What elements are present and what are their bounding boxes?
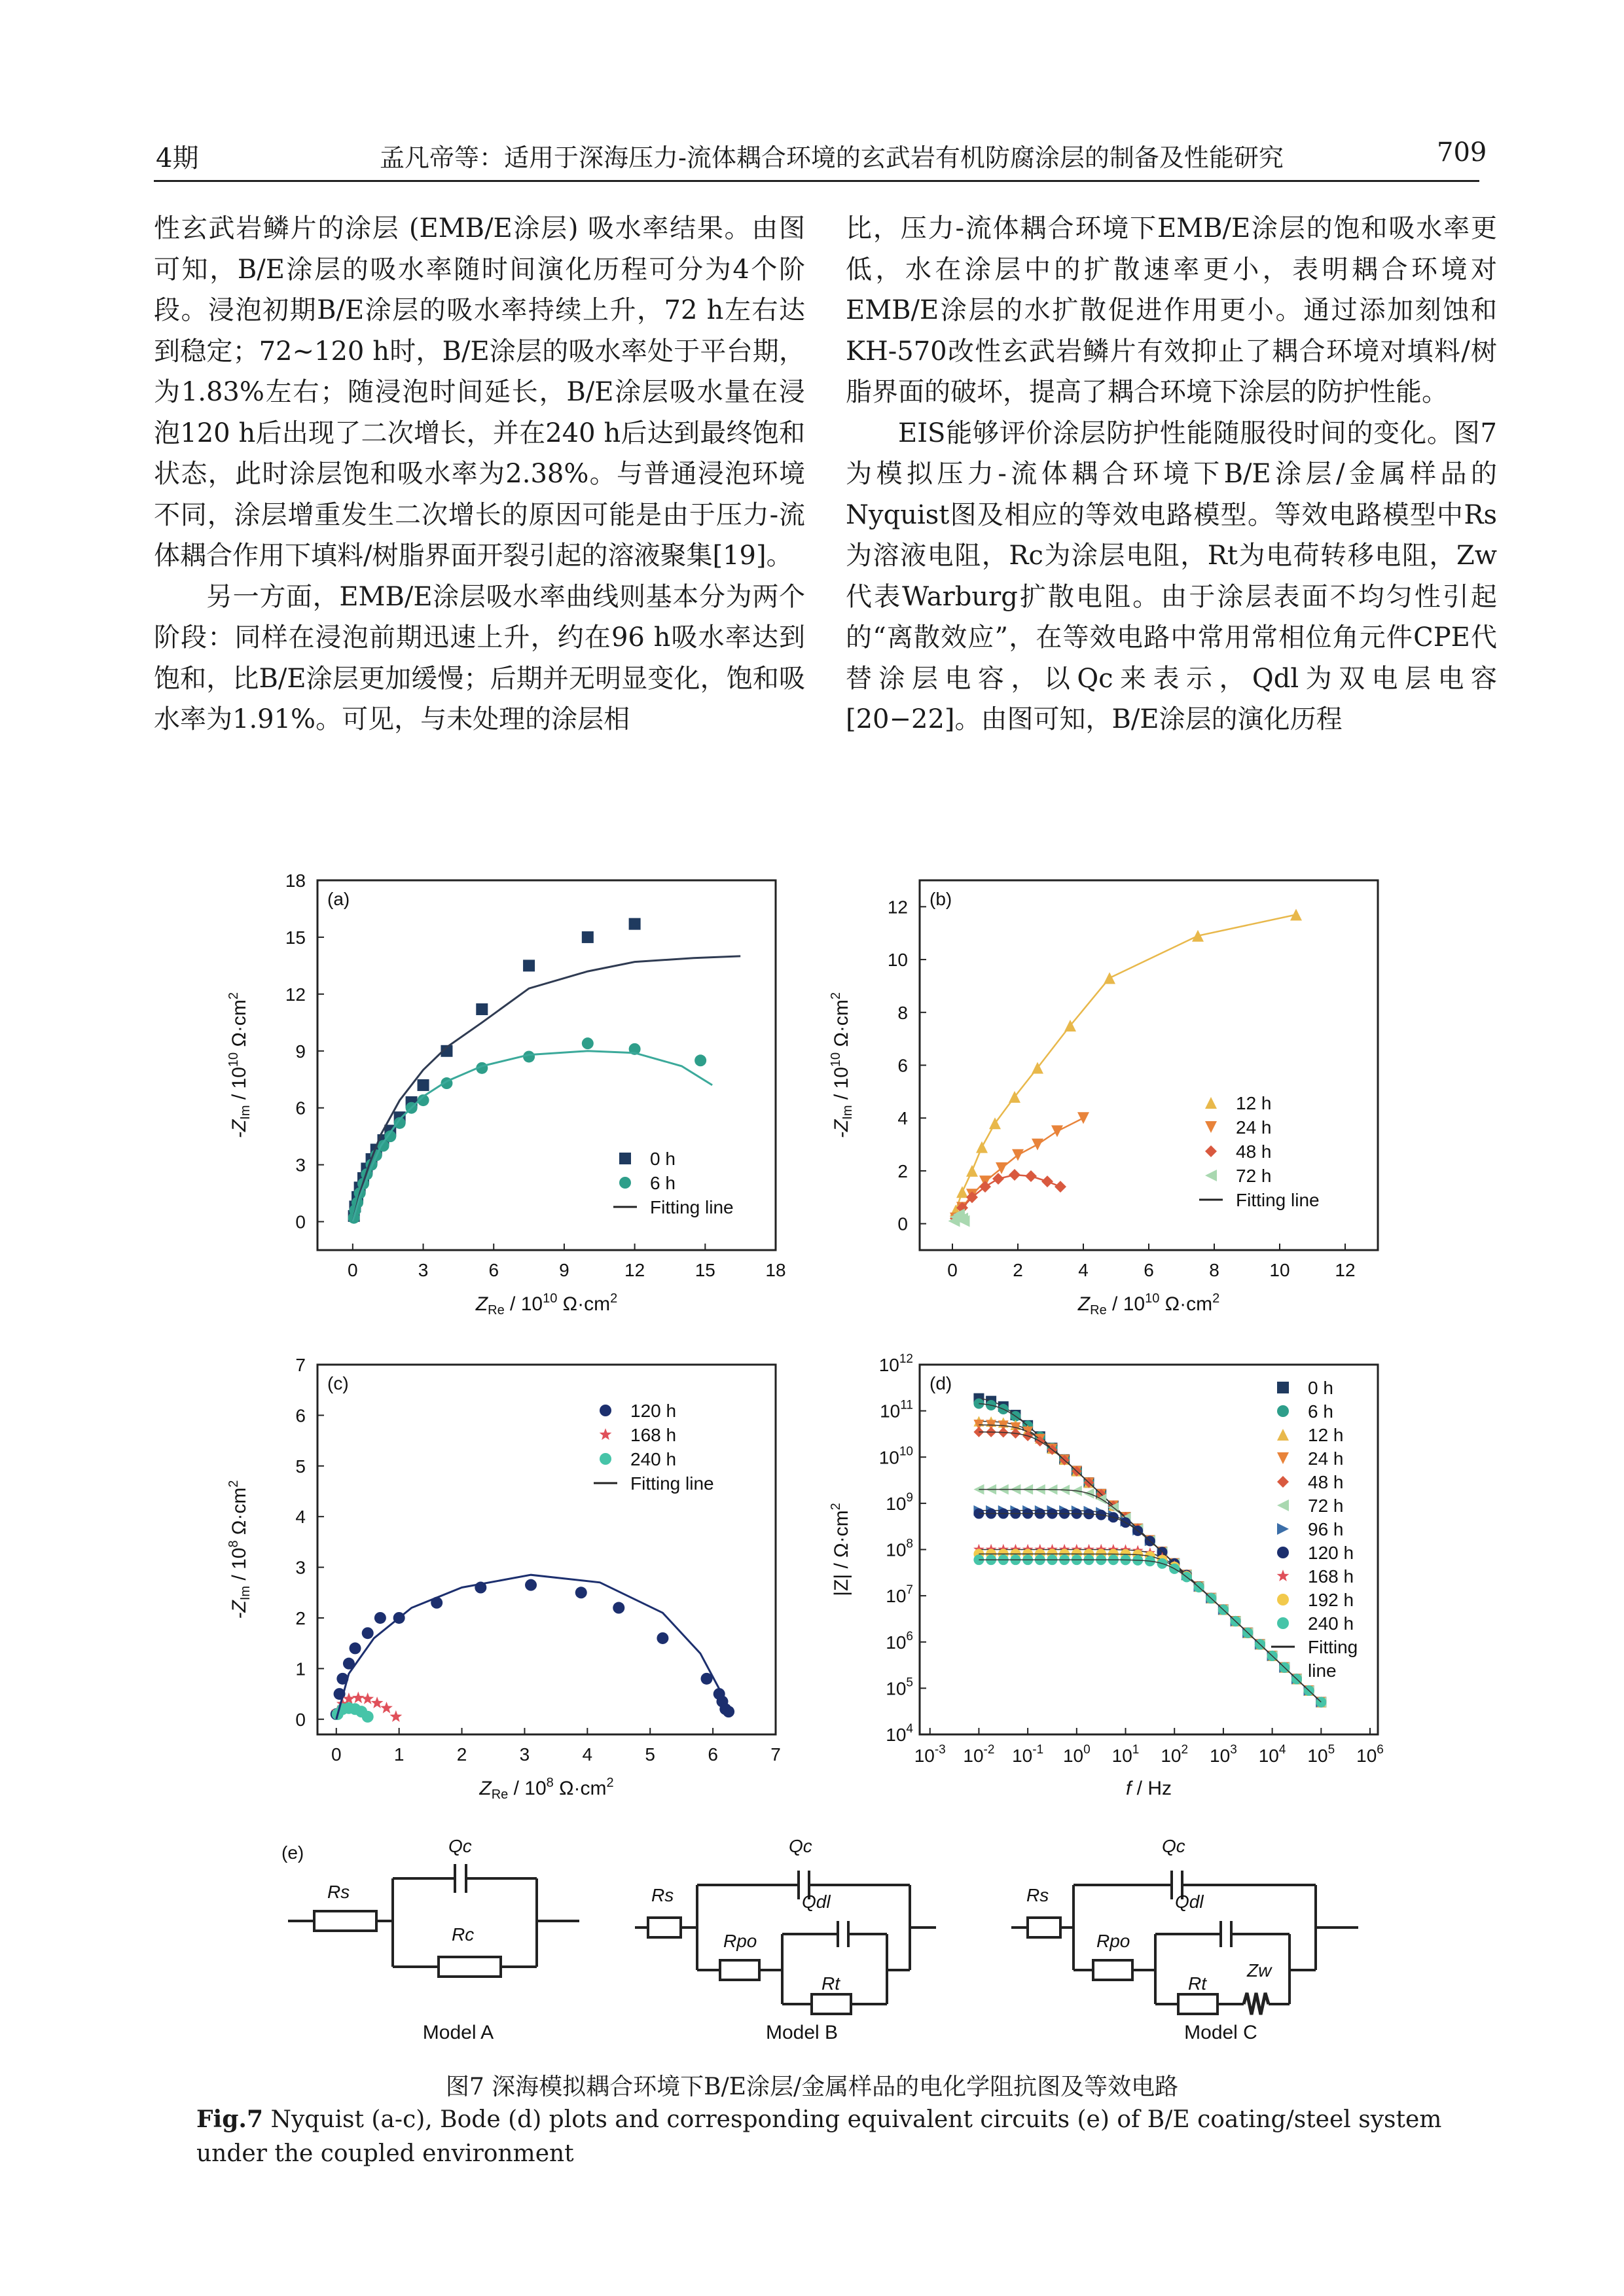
legend-marker xyxy=(1277,1452,1289,1464)
legend-marker xyxy=(1205,1121,1217,1133)
label-rs-a: Rs xyxy=(327,1882,350,1902)
left-paragraph-2: 另一方面，EMB/E涂层吸水率曲线则基本分为两个阶段：同样在浸泡前期迅速上升，约在96 h吸水率达到饱和，比B/E涂层更加缓慢；后期并无明显变化，饱和吸水率为1.91%。可见，与未处理的涂层相 xyxy=(154,581,805,734)
series-48-h xyxy=(973,1427,1326,1708)
y-axis-label: $-Z_{Im} / 10^{10}$ $\Omega\cdot cm^2$ xyxy=(829,992,855,1139)
legend-marker xyxy=(1277,1617,1289,1629)
left-paragraph-1: 性玄武岩鳞片的涂层 (EMB/E涂层) 吸水率结果。由图可知，B/E涂层的吸水率随时间演化历程可分为4个阶段。浸泡初期B/E涂层的吸水率持续上升，72 h左右达到稳定；72~120 h时，B/E涂层的吸水率处于平台期，为1.83%左右；随浸泡时间延长，B/E涂层吸水量在浸泡120 h后出现了二次增长，并在240 h后达到最终饱和状态，此时涂层饱和吸水率为2.38%。与普通浸泡环境不同，涂层增重发生二次增长的原因可能是由于压力-流体耦合作用下填料/树脂界面开裂引起的溶液聚集[19]。 xyxy=(154,213,805,571)
legend-label: 72 h xyxy=(1236,1166,1272,1186)
x-tick-label: 9 xyxy=(559,1260,569,1280)
x-tick-label: 1 xyxy=(393,1744,405,1765)
y-tick-label: 12 xyxy=(887,897,908,918)
x-axis-label: f / Hz xyxy=(1125,1778,1172,1799)
label-rpo-b: Rpo xyxy=(723,1931,757,1951)
series-120-h xyxy=(973,1509,1326,1708)
panel-label: (d) xyxy=(929,1373,952,1393)
legend-marker xyxy=(1205,1097,1217,1109)
legend xyxy=(1199,1093,1320,1210)
legend-marker xyxy=(1205,1170,1217,1181)
x-tick-label: 10 xyxy=(1269,1260,1290,1280)
x-tick-label: 0 xyxy=(947,1260,958,1280)
fit-line xyxy=(353,956,740,1222)
x-tick-label: $10^3$ xyxy=(1210,1743,1237,1766)
x-tick-label: 3 xyxy=(519,1744,530,1765)
legend-label: Fitting line xyxy=(630,1473,714,1494)
y-tick-label: $10^7$ xyxy=(886,1583,913,1607)
label-rs-b: Rs xyxy=(651,1885,674,1905)
legend-label: Fitting line xyxy=(1308,1637,1358,1681)
label-qc-a: Qc xyxy=(448,1836,472,1856)
x-tick-label: $10^1$ xyxy=(1111,1743,1140,1766)
legend xyxy=(1271,1378,1358,1681)
legend-label: 12 h xyxy=(1236,1093,1272,1113)
y-tick-label: 4 xyxy=(295,1507,306,1528)
data-point xyxy=(613,1602,624,1614)
y-axis-label: $-Z_{Im} / 10^8$ $\Omega\cdot cm^2$ xyxy=(226,1480,253,1619)
y-tick-label: 18 xyxy=(285,870,306,891)
x-tick-label: 2 xyxy=(456,1744,467,1765)
fit-line xyxy=(956,1118,1083,1218)
legend-marker xyxy=(619,1177,631,1189)
figure-caption-en-text: Nyquist (a-c), Bode (d) plots and corresponding equivalent circuits (e) of B/E coating/steel system under the coupled environment xyxy=(196,2106,1442,2167)
y-tick-label: $10^9$ xyxy=(886,1490,913,1514)
series-Fitting-line xyxy=(336,1575,729,1719)
panel-label: (b) xyxy=(929,889,952,909)
data-point xyxy=(525,1579,537,1591)
data-point xyxy=(418,1079,429,1091)
y-tick-label: $10^6$ xyxy=(886,1629,913,1653)
page-number: 709 xyxy=(1437,137,1487,168)
fit-line xyxy=(979,1490,1321,1702)
y-tick-label: $10^4$ xyxy=(886,1722,913,1745)
x-tick-label: $10^5$ xyxy=(1307,1743,1335,1766)
panel-label: (a) xyxy=(327,889,350,909)
label-rt-c: Rt xyxy=(1188,1973,1206,1994)
fit-line xyxy=(336,1575,729,1719)
legend-marker xyxy=(1277,1523,1289,1535)
label-rs-c: Rs xyxy=(1026,1885,1049,1905)
x-tick-label: $10^{-3}$ xyxy=(914,1743,946,1766)
model-b-label: Model B xyxy=(765,2022,839,2043)
legend-marker xyxy=(1277,1570,1290,1581)
legend-label: 6 h xyxy=(650,1173,676,1193)
label-rpo-c: Rpo xyxy=(1096,1931,1130,1951)
legend-label: 48 h xyxy=(1308,1472,1344,1492)
legend-marker xyxy=(619,1153,631,1164)
legend xyxy=(613,1149,734,1217)
x-axis-label: $Z_{Re} / 10^{10}$ $\Omega\cdot cm^2$ xyxy=(1077,1291,1220,1318)
series-240-h xyxy=(973,1554,1326,1707)
data-point xyxy=(657,1632,668,1644)
figure-caption-en xyxy=(196,2102,1453,2171)
data-point xyxy=(695,1054,706,1066)
chart-panel-1 xyxy=(226,870,786,1318)
x-tick-label: 0 xyxy=(348,1260,358,1280)
series-0-h xyxy=(348,918,641,1222)
fit-line xyxy=(979,1550,1321,1702)
legend-label: 120 h xyxy=(630,1401,677,1421)
y-tick-label: 4 xyxy=(897,1108,908,1129)
x-tick-label: 0 xyxy=(331,1744,342,1765)
legend-marker xyxy=(1277,1429,1289,1441)
legend-label: 6 h xyxy=(1308,1401,1333,1422)
data-point xyxy=(350,1642,361,1654)
x-tick-label: $10^{-1}$ xyxy=(1012,1743,1044,1766)
x-tick-label: 12 xyxy=(624,1260,645,1280)
x-tick-label: $10^{-2}$ xyxy=(963,1743,995,1766)
label-rt-b: Rt xyxy=(821,1973,840,1994)
data-point xyxy=(476,1003,488,1015)
legend-label: 240 h xyxy=(1308,1613,1354,1634)
data-point xyxy=(389,1710,402,1722)
legend-label: 12 h xyxy=(1308,1425,1344,1445)
figure-caption-cn: 图7 深海模拟耦合环境下B/E涂层/金属样品的电化学阻抗图及等效电路 xyxy=(445,2073,1179,2100)
data-point xyxy=(1055,1181,1066,1193)
y-tick-label: $10^8$ xyxy=(886,1537,913,1560)
x-tick-label: 2 xyxy=(1013,1260,1023,1280)
data-point xyxy=(1290,908,1302,920)
y-tick-label: 0 xyxy=(897,1213,908,1234)
x-tick-label: 7 xyxy=(770,1744,781,1765)
y-tick-label: 6 xyxy=(295,1405,306,1426)
data-point xyxy=(362,1627,374,1639)
series-Fitting-line xyxy=(353,956,740,1222)
label-qdl-c: Qdl xyxy=(1175,1892,1204,1912)
x-tick-label: 5 xyxy=(645,1744,656,1765)
model-labels xyxy=(423,2022,1257,2043)
x-tick-label: 8 xyxy=(1209,1260,1219,1280)
fit-line xyxy=(979,1560,1321,1702)
legend-label: 168 h xyxy=(1308,1566,1354,1587)
series-192-h xyxy=(973,1549,1326,1707)
y-tick-label: 15 xyxy=(285,927,306,948)
x-axis-label: $Z_{Re} / 10^8$ $\Omega\cdot cm^2$ xyxy=(479,1776,614,1802)
x-tick-label: $10^6$ xyxy=(1356,1743,1384,1766)
y-tick-label: 3 xyxy=(295,1557,306,1578)
y-tick-label: 10 xyxy=(887,950,908,971)
data-point xyxy=(380,1702,393,1713)
circuit-model-a xyxy=(288,1864,579,1977)
y-tick-label: $10^{10}$ xyxy=(878,1444,913,1468)
legend-label: 24 h xyxy=(1236,1117,1272,1138)
series-Fitting-line xyxy=(353,1051,712,1222)
x-tick-label: 3 xyxy=(418,1260,429,1280)
fit-line xyxy=(353,1051,712,1222)
legend-marker xyxy=(1277,1382,1289,1393)
label-qdl-b: Qdl xyxy=(802,1892,831,1912)
legend-marker xyxy=(600,1453,611,1465)
data-point xyxy=(582,1037,594,1049)
panel-label: (c) xyxy=(327,1373,349,1393)
data-point xyxy=(575,1587,587,1598)
legend-label: 168 h xyxy=(630,1425,677,1445)
legend-label: 192 h xyxy=(1308,1590,1354,1610)
legend-label: 72 h xyxy=(1308,1496,1344,1516)
y-tick-label: 8 xyxy=(897,1002,908,1023)
y-tick-label: $10^{11}$ xyxy=(880,1398,913,1422)
x-tick-label: 15 xyxy=(695,1260,715,1280)
y-tick-label: 2 xyxy=(295,1607,306,1628)
y-tick-label: $10^{12}$ xyxy=(878,1352,913,1375)
legend-marker xyxy=(1277,1594,1289,1605)
legend xyxy=(594,1401,714,1494)
x-tick-label: 6 xyxy=(708,1744,718,1765)
chart-panel-2 xyxy=(829,880,1378,1318)
running-title: 孟凡帝等：适用于深海压力-流体耦合环境的玄武岩有机防腐涂层的制备及性能研究 xyxy=(380,143,1284,172)
legend-marker xyxy=(1277,1547,1289,1558)
plot-frame xyxy=(317,880,776,1250)
y-tick-label: 9 xyxy=(295,1041,306,1062)
legend-label: 240 h xyxy=(630,1449,677,1469)
x-tick-label: $10^4$ xyxy=(1258,1743,1286,1766)
model-c-label: Model C xyxy=(1184,2022,1257,2043)
y-tick-label: 6 xyxy=(295,1098,306,1119)
x-tick-label: 12 xyxy=(1335,1260,1356,1280)
y-tick-label: 5 xyxy=(295,1456,306,1477)
charts-layer xyxy=(226,870,1384,1802)
x-axis-label: $Z_{Re} / 10^{10}$ $\Omega\cdot cm^2$ xyxy=(475,1291,618,1318)
fit-line xyxy=(979,1432,1321,1702)
legend-marker xyxy=(1277,1476,1289,1488)
y-tick-label: 7 xyxy=(295,1355,306,1375)
right-paragraph-1: 比，压力-流体耦合环境下EMB/E涂层的饱和吸水率更低，水在涂层中的扩散速率更小，表明耦合环境对EMB/E涂层的水扩散促进作用更小。通过添加刻蚀和KH-570改性玄武岩鳞片有效抑止了耦合环境对填料/树脂界面的破坏，提高了耦合环境下涂层的防护性能。 xyxy=(846,213,1497,407)
y-tick-label: 0 xyxy=(295,1211,306,1232)
legend-marker xyxy=(600,1405,611,1416)
legend-label: 96 h xyxy=(1308,1519,1344,1539)
series-168-h xyxy=(973,1544,1327,1707)
data-point xyxy=(361,1693,374,1704)
legend-label: Fitting line xyxy=(1236,1190,1320,1210)
label-qc-b: Qc xyxy=(789,1836,812,1856)
figure-caption-en-label: Fig.7 xyxy=(196,2106,263,2133)
y-tick-label: 6 xyxy=(897,1055,908,1076)
y-tick-label: 1 xyxy=(295,1659,306,1679)
data-point xyxy=(362,1711,374,1723)
data-point xyxy=(629,918,641,930)
x-tick-label: 18 xyxy=(765,1260,786,1280)
x-tick-label: $10^0$ xyxy=(1062,1743,1091,1766)
x-tick-label: 6 xyxy=(1144,1260,1154,1280)
y-tick-label: $10^5$ xyxy=(886,1676,913,1699)
y-axis-label: $-Z_{Im} / 10^{10}$ $\Omega\cdot cm^2$ xyxy=(226,992,253,1139)
label-zw-c: Zw xyxy=(1247,1960,1272,1981)
legend-label: 0 h xyxy=(1308,1378,1333,1398)
y-axis-label: $|Z| / \Omega\cdot cm^2$ xyxy=(829,1503,852,1596)
legend-label: 0 h xyxy=(650,1149,676,1169)
series-6-h xyxy=(348,1037,706,1224)
y-tick-label: 12 xyxy=(285,984,306,1005)
x-tick-label: 4 xyxy=(582,1744,593,1765)
x-tick-label: 4 xyxy=(1078,1260,1089,1280)
legend-marker xyxy=(1277,1499,1289,1511)
chart-panel-3 xyxy=(226,1355,781,1802)
legend-label: 48 h xyxy=(1236,1141,1272,1162)
data-point xyxy=(374,1612,386,1624)
label-qc-c: Qc xyxy=(1162,1836,1185,1856)
panel-label-e: (e) xyxy=(281,1842,304,1863)
legend-label: 120 h xyxy=(1308,1543,1354,1563)
data-point xyxy=(523,960,535,971)
y-tick-label: 2 xyxy=(897,1160,908,1181)
issue-number: 4期 xyxy=(156,143,199,173)
y-tick-label: 0 xyxy=(295,1709,306,1730)
circuit-model-b xyxy=(635,1871,936,2014)
x-tick-label: $10^2$ xyxy=(1161,1743,1189,1766)
x-tick-label: 6 xyxy=(488,1260,499,1280)
data-point xyxy=(582,931,594,943)
chart-panel-4 xyxy=(829,1352,1384,1799)
legend-label: Fitting line xyxy=(650,1197,734,1217)
legend-marker xyxy=(1205,1145,1217,1157)
label-rc-a: Rc xyxy=(452,1924,475,1945)
legend-marker xyxy=(600,1428,612,1440)
model-a-label: Model A xyxy=(422,2022,494,2043)
y-tick-label: 3 xyxy=(295,1155,306,1175)
series-120-h xyxy=(331,1579,734,1720)
legend-marker xyxy=(1277,1405,1289,1417)
right-paragraph-2: EIS能够评价涂层防护性能随服役时间的变化。图7为模拟压力-流体耦合环境下B/E涂层/金属样品的Nyquist图及相应的等效电路模型。等效电路模型中Rs为溶液电阻，Rc为涂层电阻，Rt为电荷转移电阻，Zw代表Warburg扩散电阻。由于涂层表面不均匀性引起的“离散效应”，在等效电路中常用常相位角元件CPE代替涂层电容，以Qc来表示，Qdl为双电层电容[20−22]。由图可知，B/E涂层的演化历程 xyxy=(846,418,1497,734)
legend-label: 24 h xyxy=(1308,1448,1344,1469)
fit-line xyxy=(979,1554,1321,1702)
